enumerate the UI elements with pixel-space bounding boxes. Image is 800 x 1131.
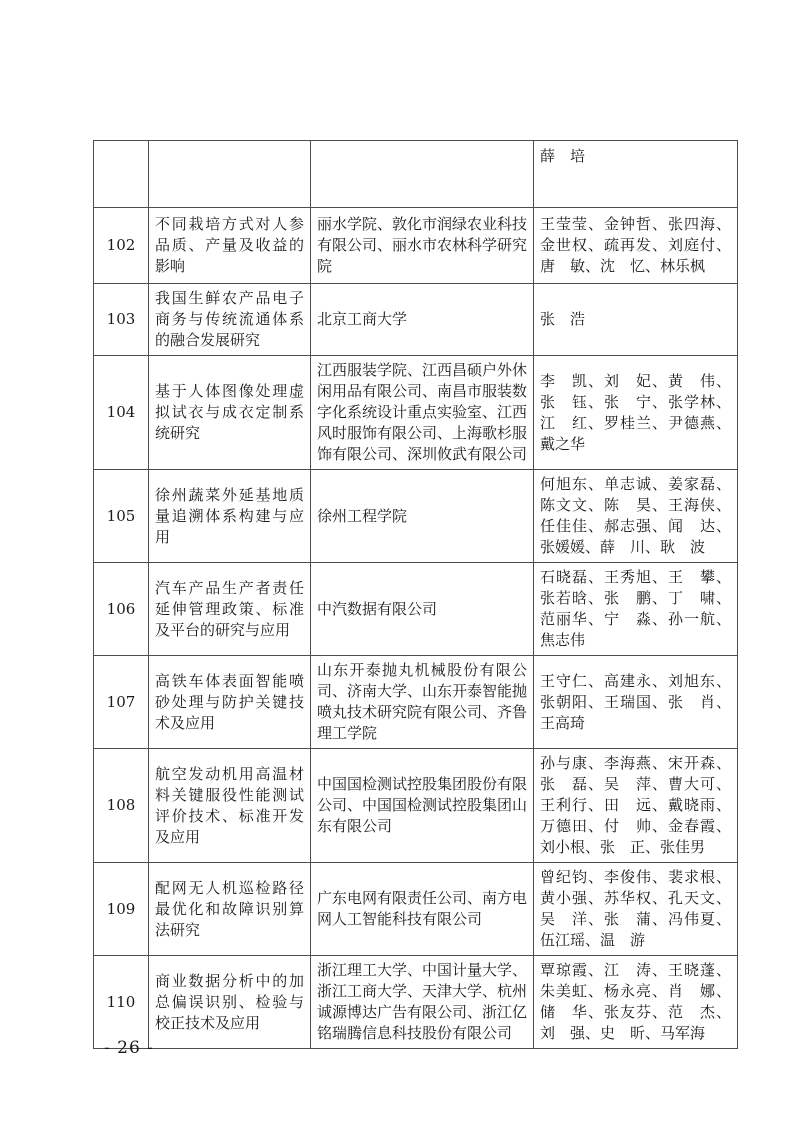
- table-row: [94, 563, 738, 656]
- page-number: - 26 -: [104, 1038, 154, 1058]
- table-row: [94, 749, 738, 863]
- cell-people-names: 何旭东、单志诚、姜家磊、陈文文、陈 昊、王海侠、任佳佳、郝志强、闻 达、张媛媛、薛 川、耿 波: [534, 470, 738, 563]
- cell-organizations: 江西服装学院、江西昌硕户外休闲用品有限公司、南昌市服装数字化系统设计重点实验室、江西风时服饰有限公司、上海歌杉服饰有限公司、深圳攸武有限公司: [311, 356, 534, 470]
- cell-number: 103: [94, 284, 149, 356]
- award-project-table: [93, 140, 738, 1049]
- cell-people-names: 曾纪钧、李俊伟、裴求根、黄小强、苏华权、孔天文、吴 洋、张 蒲、冯伟夏、伍江瑶、温 游: [534, 863, 738, 956]
- cell-number: 107: [94, 656, 149, 749]
- table-row: [94, 284, 738, 356]
- cell-project-title: 航空发动机用高温材料关键服役性能测试评价技术、标准开发及应用: [149, 749, 311, 863]
- cell-project-title: 商业数据分析中的加总偏误识别、检验与校正技术及应用: [149, 956, 311, 1049]
- cell-project-title: 我国生鲜农产品电子商务与传统流通体系的融合发展研究: [149, 284, 311, 356]
- cell-project-title: 配网无人机巡检路径最优化和故障识别算法研究: [149, 863, 311, 956]
- cell-people-names: 张 浩: [534, 284, 738, 356]
- cell-organizations: 丽水学院、敦化市润绿农业科技有限公司、丽水市农林科学研究院: [311, 208, 534, 284]
- table-row: [94, 208, 738, 284]
- cell-number: 105: [94, 470, 149, 563]
- cell-project-title: 汽车产品生产者责任延伸管理政策、标准及平台的研究与应用: [149, 563, 311, 656]
- cell-project-title: 不同栽培方式对人参品质、产量及收益的影响: [149, 208, 311, 284]
- cell-people-names: 王莹莹、金钟哲、张四海、金世权、疏再发、刘庭付、唐 敏、沈 忆、林乐枫: [534, 208, 738, 284]
- cell-people-names: 李 凯、刘 妃、黄 伟、张 钰、张 宁、张学林、江 红、罗桂兰、尹德燕、戴之华: [534, 356, 738, 470]
- cell-organizations: 北京工商大学: [311, 284, 534, 356]
- cell-project-title: [149, 141, 311, 208]
- table-row: [94, 956, 738, 1049]
- table-row: [94, 656, 738, 749]
- cell-number: 106: [94, 563, 149, 656]
- cell-number: 102: [94, 208, 149, 284]
- cell-number: 108: [94, 749, 149, 863]
- cell-number: 104: [94, 356, 149, 470]
- cell-organizations: 中国国检测试控股集团股份有限公司、中国国检测试控股集团山东有限公司: [311, 749, 534, 863]
- cell-project-title: 基于人体图像处理虚拟试衣与成衣定制系统研究: [149, 356, 311, 470]
- cell-project-title: 徐州蔬菜外延基地质量追溯体系构建与应用: [149, 470, 311, 563]
- cell-people-names: 石晓磊、王秀旭、王 攀、张若晗、张 鹏、丁 啸、范丽华、宁 淼、孙一航、焦志伟: [534, 563, 738, 656]
- cell-people-names: 王守仁、高建永、刘旭东、张朝阳、王瑞国、张 肖、王高琦: [534, 656, 738, 749]
- cell-organizations: [311, 141, 534, 208]
- cell-people-names: 薛 培: [534, 141, 738, 208]
- cell-number: 110: [94, 956, 149, 1049]
- cell-organizations: 浙江理工大学、中国计量大学、浙江工商大学、天津大学、杭州诚源博达广告有限公司、浙江亿铭瑞腾信息科技股份有限公司: [311, 956, 534, 1049]
- table-row: [94, 470, 738, 563]
- cell-organizations: 广东电网有限责任公司、南方电网人工智能科技有限公司: [311, 863, 534, 956]
- cell-people-names: 覃琼霞、江 涛、王晓蓬、朱美虹、杨永亮、肖 娜、储 华、张友芬、范 杰、刘 强、史 昕、马军海: [534, 956, 738, 1049]
- cell-organizations: 徐州工程学院: [311, 470, 534, 563]
- cell-organizations: 山东开泰抛丸机械股份有限公司、济南大学、山东开泰智能抛喷丸技术研究院有限公司、齐鲁理工学院: [311, 656, 534, 749]
- table-row: [94, 356, 738, 470]
- cell-number: 109: [94, 863, 149, 956]
- cell-people-names: 孙与康、李海燕、宋开森、张 磊、吴 萍、曹大可、王利行、田 远、戴晓雨、万德田、付 帅、金春霞、刘小根、张 正、张佳男: [534, 749, 738, 863]
- table-row: [94, 863, 738, 956]
- table-row: [94, 141, 738, 208]
- cell-organizations: 中汽数据有限公司: [311, 563, 534, 656]
- cell-number: [94, 141, 149, 208]
- cell-project-title: 高铁车体表面智能喷砂处理与防护关键技术及应用: [149, 656, 311, 749]
